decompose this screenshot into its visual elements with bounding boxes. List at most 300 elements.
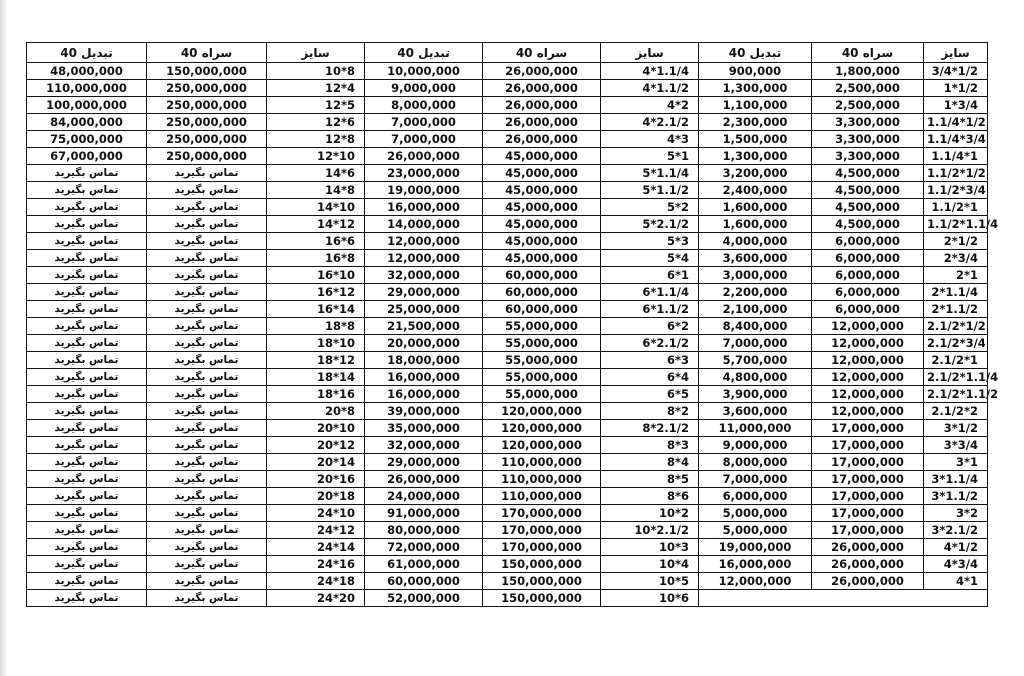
size-cell: 8*5 (601, 471, 699, 488)
sarah-cell: 45,000,000 (483, 250, 601, 267)
conv-cell: 5,700,000 (699, 352, 812, 369)
sarah-cell: 150,000,000 (483, 573, 601, 590)
size-cell: 18*12 (267, 352, 365, 369)
sarah-cell: 6,000,000 (812, 284, 924, 301)
conv-cell: 3,600,000 (699, 250, 812, 267)
sarah-cell: 60,000,000 (483, 284, 601, 301)
sarah-cell: 45,000,000 (483, 199, 601, 216)
sarah-cell: 26,000,000 (812, 573, 924, 590)
conv-cell: تماس بگیرید (27, 182, 147, 199)
table-row (27, 437, 988, 454)
conv-cell: 16,000,000 (365, 369, 483, 386)
table-row (27, 250, 988, 267)
size-cell: 5*1 (601, 148, 699, 165)
size-cell: 4*1.1/4 (601, 63, 699, 80)
size-cell: 5*1.1/4 (601, 165, 699, 182)
sarah-cell: تماس بگیرید (147, 335, 267, 352)
size-cell: 14*8 (267, 182, 365, 199)
conv-cell: تماس بگیرید (27, 369, 147, 386)
table-row (27, 403, 988, 420)
sarah-cell: 2,500,000 (812, 80, 924, 97)
sarah-cell: 3,300,000 (812, 148, 924, 165)
size-cell: 16*8 (267, 250, 365, 267)
table-row (27, 369, 988, 386)
conv-cell: 24,000,000 (365, 488, 483, 505)
table-row (27, 539, 988, 556)
size-cell: 2*1.1/2 (924, 301, 988, 318)
sarah-cell: 12,000,000 (812, 403, 924, 420)
size-cell: 20*12 (267, 437, 365, 454)
table-row (27, 420, 988, 437)
conv-cell: 19,000,000 (365, 182, 483, 199)
table-row (27, 590, 988, 607)
conv-cell: 4,800,000 (699, 369, 812, 386)
conv-cell: تماس بگیرید (27, 403, 147, 420)
table-row (27, 199, 988, 216)
conv-cell: تماس بگیرید (27, 284, 147, 301)
sarah-cell: 45,000,000 (483, 148, 601, 165)
table-row (27, 80, 988, 97)
sarah-cell: 26,000,000 (483, 63, 601, 80)
size-cell: 18*10 (267, 335, 365, 352)
size-cell: 12*10 (267, 148, 365, 165)
conv-cell: تماس بگیرید (27, 505, 147, 522)
sarah-cell: تماس بگیرید (147, 318, 267, 335)
header-size-1: سایز (267, 43, 365, 63)
conv-cell: 8,000,000 (365, 97, 483, 114)
sarah-cell: 110,000,000 (483, 488, 601, 505)
conv-cell: 1,600,000 (699, 199, 812, 216)
table-row (27, 488, 988, 505)
conv-cell: 7,000,000 (365, 131, 483, 148)
size-cell: 6*1.1/2 (601, 301, 699, 318)
sarah-cell: 170,000,000 (483, 505, 601, 522)
table-row (27, 131, 988, 148)
sarah-cell: 55,000,000 (483, 369, 601, 386)
size-cell: 1.1/2*3/4 (924, 182, 988, 199)
sarah-cell: تماس بگیرید (147, 199, 267, 216)
sarah-cell: تماس بگیرید (147, 216, 267, 233)
size-cell: 4*2.1/2 (601, 114, 699, 131)
sarah-cell: 12,000,000 (812, 369, 924, 386)
sarah-cell: 17,000,000 (812, 454, 924, 471)
table-row (27, 454, 988, 471)
sarah-cell: تماس بگیرید (147, 471, 267, 488)
table-row (27, 284, 988, 301)
sarah-cell: 26,000,000 (812, 556, 924, 573)
conv-cell: 9,000,000 (365, 80, 483, 97)
conv-cell: 12,000,000 (365, 250, 483, 267)
conv-cell: تماس بگیرید (27, 267, 147, 284)
conv-cell: 1,100,000 (699, 97, 812, 114)
conv-cell: تماس بگیرید (27, 335, 147, 352)
size-cell: 6*4 (601, 369, 699, 386)
conv-cell: 25,000,000 (365, 301, 483, 318)
sarah-cell: 170,000,000 (483, 539, 601, 556)
conv-cell: تماس بگیرید (27, 420, 147, 437)
sarah-cell: 170,000,000 (483, 522, 601, 539)
table-row (27, 63, 988, 80)
size-cell: 20*14 (267, 454, 365, 471)
conv-cell: 72,000,000 (365, 539, 483, 556)
table-body (27, 63, 999, 607)
conv-cell: 8,400,000 (699, 318, 812, 335)
sarah-cell: 4,500,000 (812, 182, 924, 199)
sarah-cell: تماس بگیرید (147, 182, 267, 199)
size-cell: 3*2 (924, 505, 988, 522)
conv-cell: تماس بگیرید (27, 216, 147, 233)
sarah-cell: 26,000,000 (483, 114, 601, 131)
size-cell: 24*18 (267, 573, 365, 590)
size-cell: 10*8 (267, 63, 365, 80)
sarah-cell: تماس بگیرید (147, 403, 267, 420)
conv-cell: 48,000,000 (27, 63, 147, 80)
conv-cell: 19,000,000 (699, 539, 812, 556)
conv-cell: 16,000,000 (365, 199, 483, 216)
conv-cell: تماس بگیرید (27, 590, 147, 607)
table-row (27, 233, 988, 250)
header-size-2: سایز (601, 43, 699, 63)
size-cell: 1.1/4*1/2 (924, 114, 988, 131)
table-row (27, 97, 988, 114)
conv-cell: 18,000,000 (365, 352, 483, 369)
conv-cell: 84,000,000 (27, 114, 147, 131)
sarah-cell: تماس بگیرید (147, 437, 267, 454)
sarah-cell: 45,000,000 (483, 233, 601, 250)
size-cell: 18*8 (267, 318, 365, 335)
size-cell: 5*4 (601, 250, 699, 267)
size-cell: 14*10 (267, 199, 365, 216)
sarah-cell: تماس بگیرید (147, 505, 267, 522)
size-cell: 24*10 (267, 505, 365, 522)
sarah-cell: 17,000,000 (812, 437, 924, 454)
size-cell: 1*1/2 (924, 80, 988, 97)
table-row (27, 573, 988, 590)
table-header-row (27, 43, 988, 63)
sarah-cell: 250,000,000 (147, 80, 267, 97)
conv-cell: 1,300,000 (699, 80, 812, 97)
size-cell: 2*1.1/4 (924, 284, 988, 301)
size-cell: 16*10 (267, 267, 365, 284)
sarah-cell: 12,000,000 (812, 318, 924, 335)
size-cell: 10*4 (601, 556, 699, 573)
size-cell: 2*1/2 (924, 233, 988, 250)
conv-cell: تماس بگیرید (27, 233, 147, 250)
sarah-cell: 250,000,000 (147, 114, 267, 131)
sarah-cell: تماس بگیرید (147, 165, 267, 182)
sarah-cell: تماس بگیرید (147, 386, 267, 403)
conv-cell: 14,000,000 (365, 216, 483, 233)
conv-cell: تماس بگیرید (27, 488, 147, 505)
size-cell: 4*1.1/2 (601, 80, 699, 97)
conv-cell: تماس بگیرید (27, 352, 147, 369)
size-cell: 2*3/4 (924, 250, 988, 267)
sarah-cell: تماس بگیرید (147, 590, 267, 607)
sarah-cell: 120,000,000 (483, 420, 601, 437)
sarah-cell: 6,000,000 (812, 267, 924, 284)
size-cell: 8*6 (601, 488, 699, 505)
sarah-cell: 150,000,000 (483, 556, 601, 573)
header-conv-1: تبدیل 40 (27, 43, 147, 63)
size-cell: 1.1/2*1/2 (924, 165, 988, 182)
table-row (27, 318, 988, 335)
conv-cell: 29,000,000 (365, 454, 483, 471)
size-cell: 16*14 (267, 301, 365, 318)
sarah-cell: 120,000,000 (483, 403, 601, 420)
size-cell: 2.1/2*1 (924, 352, 988, 369)
size-cell: 20*16 (267, 471, 365, 488)
size-cell: 5*1.1/2 (601, 182, 699, 199)
size-cell: 6*2 (601, 318, 699, 335)
conv-cell: 2,200,000 (699, 284, 812, 301)
sarah-cell: 60,000,000 (483, 267, 601, 284)
conv-cell: تماس بگیرید (27, 165, 147, 182)
conv-cell: 7,000,000 (699, 335, 812, 352)
conv-cell: 29,000,000 (365, 284, 483, 301)
size-cell: 3/4*1/2 (924, 63, 988, 80)
sarah-cell: 17,000,000 (812, 522, 924, 539)
conv-cell: 9,000,000 (699, 437, 812, 454)
size-cell: 6*1 (601, 267, 699, 284)
size-cell: 1*3/4 (924, 97, 988, 114)
conv-cell: تماس بگیرید (27, 250, 147, 267)
sarah-cell: 55,000,000 (483, 352, 601, 369)
size-cell: 2.1/2*3/4 (924, 335, 988, 352)
table-row (27, 522, 988, 539)
size-cell: 1.1/4*3/4 (924, 131, 988, 148)
sarah-cell: 17,000,000 (812, 471, 924, 488)
sarah-cell: تماس بگیرید (147, 284, 267, 301)
size-cell: 24*14 (267, 539, 365, 556)
conv-cell: تماس بگیرید (27, 539, 147, 556)
sarah-cell: 6,000,000 (812, 250, 924, 267)
sarah-cell: تماس بگیرید (147, 267, 267, 284)
sarah-cell: 55,000,000 (483, 386, 601, 403)
sarah-cell: 4,500,000 (812, 216, 924, 233)
size-cell: 6*5 (601, 386, 699, 403)
conv-cell: تماس بگیرید (27, 573, 147, 590)
table-row (27, 301, 988, 318)
sarah-cell: تماس بگیرید (147, 556, 267, 573)
conv-cell: 35,000,000 (365, 420, 483, 437)
size-cell: 24*20 (267, 590, 365, 607)
sarah-cell: تماس بگیرید (147, 369, 267, 386)
conv-cell: 20,000,000 (365, 335, 483, 352)
conv-cell: 6,000,000 (699, 488, 812, 505)
price-table (26, 42, 999, 607)
sarah-cell: 6,000,000 (812, 233, 924, 250)
size-cell: 3*2.1/2 (924, 522, 988, 539)
size-cell: 3*3/4 (924, 437, 988, 454)
sarah-cell: 3,300,000 (812, 114, 924, 131)
table-row (27, 352, 988, 369)
conv-cell: 60,000,000 (365, 573, 483, 590)
sarah-cell: تماس بگیرید (147, 539, 267, 556)
size-cell: 20*8 (267, 403, 365, 420)
sarah-cell: 12,000,000 (812, 352, 924, 369)
conv-cell: 5,000,000 (699, 505, 812, 522)
table-row (27, 386, 988, 403)
conv-cell: 2,100,000 (699, 301, 812, 318)
size-cell: 20*18 (267, 488, 365, 505)
conv-cell: 11,000,000 (699, 420, 812, 437)
sarah-cell: 12,000,000 (812, 386, 924, 403)
sarah-cell: 55,000,000 (483, 335, 601, 352)
conv-cell: 3,900,000 (699, 386, 812, 403)
table-row (27, 335, 988, 352)
sarah-cell: تماس بگیرید (147, 454, 267, 471)
sarah-cell: تماس بگیرید (147, 233, 267, 250)
size-cell: 8*2.1/2 (601, 420, 699, 437)
header-sarah-1: سراه 40 (147, 43, 267, 63)
size-cell: 14*12 (267, 216, 365, 233)
conv-cell: 61,000,000 (365, 556, 483, 573)
conv-cell: 1,300,000 (699, 148, 812, 165)
size-cell: 3*1.1/4 (924, 471, 988, 488)
size-cell: 3*1/2 (924, 420, 988, 437)
conv-cell: 26,000,000 (365, 148, 483, 165)
conv-cell: 16,000,000 (699, 556, 812, 573)
size-cell: 20*10 (267, 420, 365, 437)
size-cell: 1.1/2*1.1/4 (924, 216, 988, 233)
size-cell: 3*1 (924, 454, 988, 471)
size-cell: 6*1.1/4 (601, 284, 699, 301)
size-cell: 8*3 (601, 437, 699, 454)
sarah-cell: تماس بگیرید (147, 420, 267, 437)
conv-cell: 32,000,000 (365, 437, 483, 454)
header-conv-2: تبدیل 40 (365, 43, 483, 63)
conv-cell: 2,400,000 (699, 182, 812, 199)
size-cell: 8*2 (601, 403, 699, 420)
sarah-cell: تماس بگیرید (147, 301, 267, 318)
sarah-cell: 110,000,000 (483, 454, 601, 471)
sarah-cell: 4,500,000 (812, 199, 924, 216)
sarah-cell: 150,000,000 (483, 590, 601, 607)
sarah-cell: تماس بگیرید (147, 352, 267, 369)
sarah-cell: 120,000,000 (483, 437, 601, 454)
conv-cell: 32,000,000 (365, 267, 483, 284)
conv-cell: 4,000,000 (699, 233, 812, 250)
size-cell: 5*2 (601, 199, 699, 216)
sarah-cell: 17,000,000 (812, 488, 924, 505)
sarah-cell: 6,000,000 (812, 301, 924, 318)
sarah-cell: 60,000,000 (483, 301, 601, 318)
conv-cell: 12,000,000 (699, 573, 812, 590)
conv-cell: تماس بگیرید (27, 386, 147, 403)
conv-cell: تماس بگیرید (27, 437, 147, 454)
conv-cell: 7,000,000 (699, 471, 812, 488)
conv-cell: 91,000,000 (365, 505, 483, 522)
size-cell: 4*1/2 (924, 539, 988, 556)
conv-cell: 7,000,000 (365, 114, 483, 131)
size-cell: 5*3 (601, 233, 699, 250)
size-cell: 12*4 (267, 80, 365, 97)
size-cell: 2*1 (924, 267, 988, 284)
size-cell: 4*2 (601, 97, 699, 114)
conv-cell: 39,000,000 (365, 403, 483, 420)
table-row (27, 182, 988, 199)
size-cell: 18*16 (267, 386, 365, 403)
empty-cell (699, 590, 988, 607)
conv-cell: 12,000,000 (365, 233, 483, 250)
size-cell: 2.1/2*1/2 (924, 318, 988, 335)
conv-cell: 26,000,000 (365, 471, 483, 488)
size-cell: 14*6 (267, 165, 365, 182)
conv-cell: 3,000,000 (699, 267, 812, 284)
header-conv-3: تبدیل 40 (699, 43, 812, 63)
sarah-cell: 45,000,000 (483, 182, 601, 199)
size-cell: 1.1/4*1 (924, 148, 988, 165)
sarah-cell: 150,000,000 (147, 63, 267, 80)
conv-cell: 23,000,000 (365, 165, 483, 182)
table-row (27, 556, 988, 573)
size-cell: 1.1/2*1 (924, 199, 988, 216)
conv-cell: 900,000 (699, 63, 812, 80)
size-cell: 2.1/2*2 (924, 403, 988, 420)
conv-cell: 110,000,000 (27, 80, 147, 97)
page-edge-shadow (0, 0, 8, 676)
table-row (27, 471, 988, 488)
conv-cell: 2,300,000 (699, 114, 812, 131)
conv-cell: تماس بگیرید (27, 556, 147, 573)
sarah-cell: 26,000,000 (812, 539, 924, 556)
size-cell: 10*5 (601, 573, 699, 590)
sarah-cell: 250,000,000 (147, 131, 267, 148)
table-row (27, 114, 988, 131)
conv-cell: 80,000,000 (365, 522, 483, 539)
size-cell: 16*12 (267, 284, 365, 301)
size-cell: 12*8 (267, 131, 365, 148)
size-cell: 3*1.1/2 (924, 488, 988, 505)
sarah-cell: 45,000,000 (483, 216, 601, 233)
conv-cell: 75,000,000 (27, 131, 147, 148)
table-row (27, 148, 988, 165)
conv-cell: 1,600,000 (699, 216, 812, 233)
conv-cell: 100,000,000 (27, 97, 147, 114)
size-cell: 6*3 (601, 352, 699, 369)
sarah-cell: 4,500,000 (812, 165, 924, 182)
size-cell: 6*2.1/2 (601, 335, 699, 352)
sarah-cell: 26,000,000 (483, 97, 601, 114)
conv-cell: تماس بگیرید (27, 471, 147, 488)
sarah-cell: 12,000,000 (812, 335, 924, 352)
sarah-cell: تماس بگیرید (147, 522, 267, 539)
conv-cell: تماس بگیرید (27, 199, 147, 216)
sarah-cell: 26,000,000 (483, 131, 601, 148)
sarah-cell: تماس بگیرید (147, 573, 267, 590)
table-row (27, 165, 988, 182)
conv-cell: تماس بگیرید (27, 522, 147, 539)
conv-cell: 16,000,000 (365, 386, 483, 403)
size-cell: 12*5 (267, 97, 365, 114)
size-cell: 4*1 (924, 573, 988, 590)
sarah-cell: 17,000,000 (812, 420, 924, 437)
size-cell: 12*6 (267, 114, 365, 131)
conv-cell: 3,600,000 (699, 403, 812, 420)
conv-cell: تماس بگیرید (27, 301, 147, 318)
sarah-cell: 250,000,000 (147, 97, 267, 114)
conv-cell: 5,000,000 (699, 522, 812, 539)
sarah-cell: 2,500,000 (812, 97, 924, 114)
size-cell: 8*4 (601, 454, 699, 471)
size-cell: 10*2 (601, 505, 699, 522)
size-cell: 4*3/4 (924, 556, 988, 573)
sarah-cell: 26,000,000 (483, 80, 601, 97)
table-row (27, 216, 988, 233)
size-cell: 10*3 (601, 539, 699, 556)
sarah-cell: تماس بگیرید (147, 250, 267, 267)
header-sarah-3: سراه 40 (812, 43, 924, 63)
